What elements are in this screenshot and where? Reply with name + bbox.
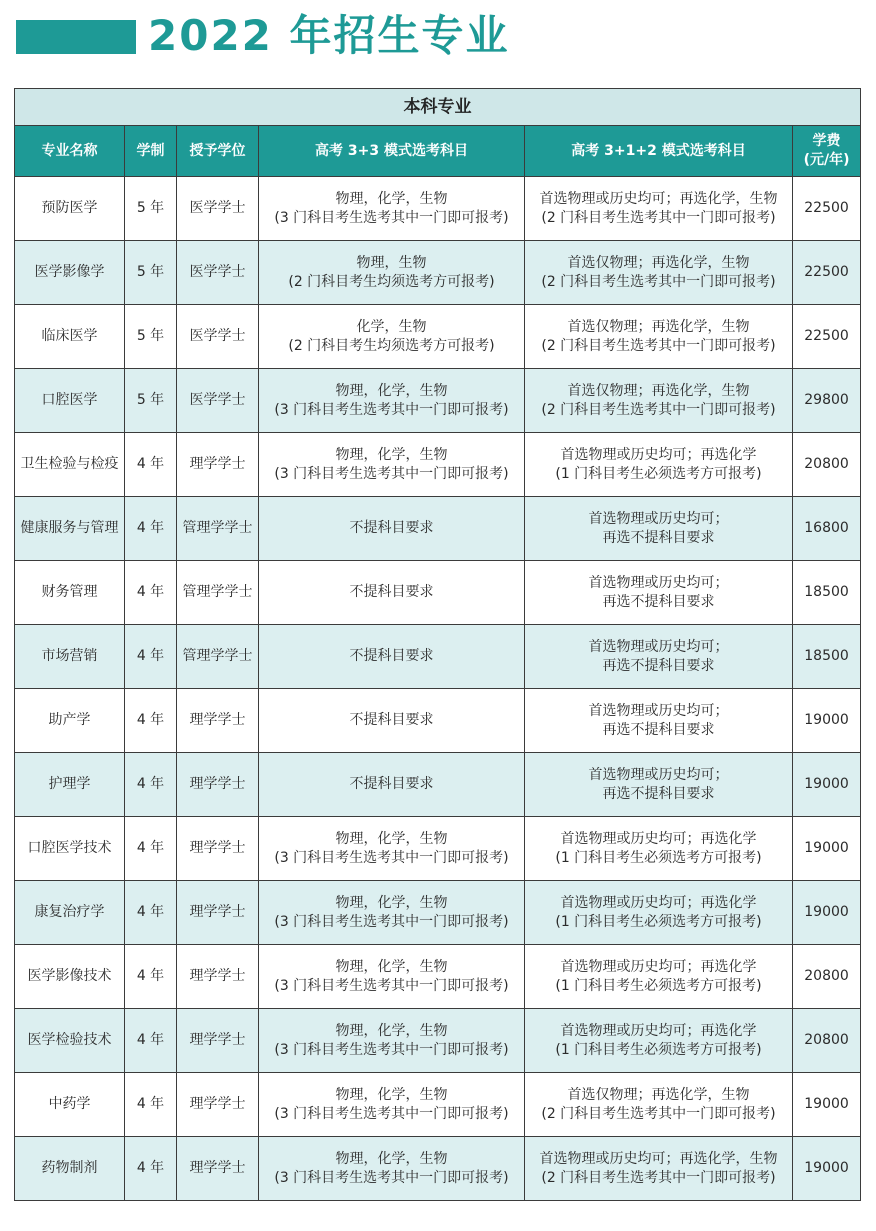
cell-mode-312-text: 首选物理或历史均可；再选化学 bbox=[560, 894, 757, 911]
cell-mode-312-text: 首选物理或历史均可；再选化学，生物 bbox=[539, 1150, 778, 1167]
cell-years-text: 5 年 bbox=[136, 264, 165, 280]
cell-degree-text: 理学学士 bbox=[189, 904, 246, 920]
cell-major-name-text: 中药学 bbox=[48, 1096, 91, 1112]
table-row bbox=[15, 177, 861, 241]
cell-degree-text: 理学学士 bbox=[189, 1160, 246, 1176]
cell-major-name bbox=[15, 817, 125, 881]
cell-mode-33-text: (3 门科目考生选考其中一门即可报考) bbox=[274, 1041, 509, 1058]
cell-years-text: 4 年 bbox=[136, 712, 165, 728]
cell-years bbox=[125, 241, 177, 305]
cell-mode-33 bbox=[259, 497, 525, 561]
cell-fee-text: 20800 bbox=[804, 968, 849, 984]
table-body bbox=[15, 177, 861, 1201]
cell-mode-312-text: (1 门科目考生必须选考方可报考) bbox=[555, 849, 762, 866]
cell-mode-33 bbox=[259, 1137, 525, 1201]
cell-mode-33-text: 物理，化学，生物 bbox=[335, 830, 448, 847]
cell-major-name bbox=[15, 689, 125, 753]
cell-fee bbox=[793, 945, 861, 1009]
cell-mode-33-text: 物理，化学，生物 bbox=[335, 382, 448, 399]
cell-mode-33-text: 物理，化学，生物 bbox=[335, 1086, 448, 1103]
cell-mode-312-text: (2 门科目考生选考其中一门即可报考) bbox=[541, 401, 776, 418]
cell-degree-text: 理学学士 bbox=[189, 712, 246, 728]
cell-degree bbox=[177, 177, 259, 241]
cell-degree-text: 理学学士 bbox=[189, 968, 246, 984]
table-row bbox=[15, 433, 861, 497]
cell-fee-text: 20800 bbox=[804, 1032, 849, 1048]
cell-years-text: 5 年 bbox=[136, 328, 165, 344]
cell-mode-312-text: 再选不提科目要求 bbox=[602, 785, 715, 802]
cell-years-text: 4 年 bbox=[136, 968, 165, 984]
cell-mode-33 bbox=[259, 305, 525, 369]
cell-mode-312-text: 首选物理或历史均可； bbox=[588, 574, 729, 591]
cell-mode-312-text: 首选物理或历史均可； bbox=[588, 510, 729, 527]
cell-years-text: 4 年 bbox=[136, 1096, 165, 1112]
cell-mode-312-text: 再选不提科目要求 bbox=[602, 721, 715, 738]
cell-mode-312 bbox=[525, 1073, 793, 1137]
table-row bbox=[15, 689, 861, 753]
cell-fee bbox=[793, 241, 861, 305]
cell-years-text: 4 年 bbox=[136, 840, 165, 856]
cell-degree bbox=[177, 241, 259, 305]
cell-mode-312-text: 再选不提科目要求 bbox=[602, 593, 715, 610]
cell-degree bbox=[177, 945, 259, 1009]
cell-fee bbox=[793, 625, 861, 689]
header-mode-33: 高考 3+3 模式选考科目 bbox=[259, 126, 525, 177]
cell-degree-text: 医学学士 bbox=[189, 264, 246, 280]
cell-mode-33-text: (3 门科目考生选考其中一门即可报考) bbox=[274, 1169, 509, 1186]
cell-degree-text: 医学学士 bbox=[189, 328, 246, 344]
cell-mode-312 bbox=[525, 241, 793, 305]
cell-fee bbox=[793, 753, 861, 817]
cell-major-name-text: 财务管理 bbox=[41, 584, 98, 600]
cell-mode-33-text: 物理，生物 bbox=[356, 254, 427, 271]
cell-mode-33 bbox=[259, 881, 525, 945]
cell-major-name bbox=[15, 561, 125, 625]
cell-degree bbox=[177, 1137, 259, 1201]
cell-degree bbox=[177, 1009, 259, 1073]
cell-years bbox=[125, 1009, 177, 1073]
cell-mode-33-text: (2 门科目考生均须选考方可报考) bbox=[288, 337, 495, 354]
cell-degree-text: 理学学士 bbox=[189, 1032, 246, 1048]
cell-degree bbox=[177, 497, 259, 561]
header-major-name: 专业名称 bbox=[15, 126, 125, 177]
cell-degree-text: 理学学士 bbox=[189, 840, 246, 856]
cell-years-text: 5 年 bbox=[136, 200, 165, 216]
cell-major-name-text: 药物制剂 bbox=[41, 1160, 98, 1176]
cell-mode-33-text: 不提科目要求 bbox=[349, 520, 434, 536]
cell-mode-312-text: 首选物理或历史均可； bbox=[588, 702, 729, 719]
cell-major-name-text: 医学影像学 bbox=[34, 264, 105, 280]
cell-fee bbox=[793, 817, 861, 881]
cell-mode-312 bbox=[525, 561, 793, 625]
cell-mode-312 bbox=[525, 625, 793, 689]
cell-mode-312 bbox=[525, 177, 793, 241]
cell-mode-33 bbox=[259, 241, 525, 305]
cell-major-name bbox=[15, 753, 125, 817]
cell-mode-312-text: 首选仅物理；再选化学，生物 bbox=[567, 254, 750, 271]
cell-fee-text: 19000 bbox=[804, 1160, 849, 1176]
cell-major-name-text: 医学影像技术 bbox=[27, 968, 112, 984]
cell-fee bbox=[793, 433, 861, 497]
cell-fee-text: 19000 bbox=[804, 776, 849, 792]
cell-fee bbox=[793, 1137, 861, 1201]
cell-fee bbox=[793, 305, 861, 369]
cell-major-name bbox=[15, 945, 125, 1009]
header-fee bbox=[793, 126, 861, 177]
cell-mode-312 bbox=[525, 817, 793, 881]
cell-years-text: 4 年 bbox=[136, 584, 165, 600]
cell-mode-312 bbox=[525, 945, 793, 1009]
cell-degree bbox=[177, 561, 259, 625]
cell-fee-text: 20800 bbox=[804, 456, 849, 472]
section-title: 本科专业 bbox=[15, 89, 861, 126]
cell-major-name bbox=[15, 1073, 125, 1137]
cell-fee-text: 19000 bbox=[804, 840, 849, 856]
cell-fee bbox=[793, 881, 861, 945]
cell-mode-312-text: 再选不提科目要求 bbox=[602, 529, 715, 546]
cell-years-text: 4 年 bbox=[136, 1032, 165, 1048]
cell-fee bbox=[793, 689, 861, 753]
cell-major-name bbox=[15, 1137, 125, 1201]
cell-fee-text: 22500 bbox=[804, 328, 849, 344]
cell-major-name bbox=[15, 369, 125, 433]
cell-mode-33-text: 不提科目要求 bbox=[349, 712, 434, 728]
cell-fee-text: 19000 bbox=[804, 712, 849, 728]
cell-fee-text: 16800 bbox=[804, 520, 849, 536]
cell-fee bbox=[793, 1073, 861, 1137]
cell-mode-33-text: 物理，化学，生物 bbox=[335, 1150, 448, 1167]
cell-major-name-text: 医学检验技术 bbox=[27, 1032, 112, 1048]
cell-mode-312-text: (2 门科目考生选考其中一门即可报考) bbox=[541, 337, 776, 354]
cell-mode-33-text: 化学，生物 bbox=[356, 318, 427, 335]
cell-degree-text: 管理学学士 bbox=[182, 584, 253, 600]
cell-major-name bbox=[15, 177, 125, 241]
majors-table bbox=[14, 88, 861, 1201]
cell-years bbox=[125, 1073, 177, 1137]
cell-mode-312-text: (2 门科目考生选考其中一门即可报考) bbox=[541, 273, 776, 290]
table-row bbox=[15, 817, 861, 881]
cell-years-text: 4 年 bbox=[136, 904, 165, 920]
table-row bbox=[15, 881, 861, 945]
cell-years-text: 4 年 bbox=[136, 648, 165, 664]
cell-major-name bbox=[15, 881, 125, 945]
table-row bbox=[15, 945, 861, 1009]
cell-years-text: 5 年 bbox=[136, 392, 165, 408]
cell-mode-312 bbox=[525, 497, 793, 561]
cell-mode-312-text: (2 门科目考生选考其中一门即可报考) bbox=[541, 1169, 776, 1186]
cell-mode-312-text: (1 门科目考生必须选考方可报考) bbox=[555, 977, 762, 994]
cell-years bbox=[125, 177, 177, 241]
cell-years-text: 4 年 bbox=[136, 776, 165, 792]
cell-mode-312-text: 首选物理或历史均可； bbox=[588, 638, 729, 655]
cell-mode-312-text: 再选不提科目要求 bbox=[602, 657, 715, 674]
header-fee-unit: (元/年) bbox=[803, 152, 850, 168]
cell-mode-312 bbox=[525, 1009, 793, 1073]
cell-fee bbox=[793, 497, 861, 561]
majors-table-wrapper bbox=[14, 88, 860, 1201]
cell-mode-312-text: (1 门科目考生必须选考方可报考) bbox=[555, 465, 762, 482]
cell-mode-312 bbox=[525, 1137, 793, 1201]
header-mode-312: 高考 3+1+2 模式选考科目 bbox=[525, 126, 793, 177]
cell-fee-text: 22500 bbox=[804, 200, 849, 216]
table-row bbox=[15, 1073, 861, 1137]
cell-degree-text: 理学学士 bbox=[189, 1096, 246, 1112]
cell-fee-text: 18500 bbox=[804, 648, 849, 664]
cell-mode-33 bbox=[259, 177, 525, 241]
page-title: 2022 年招生专业 bbox=[148, 11, 510, 60]
cell-degree bbox=[177, 625, 259, 689]
cell-degree-text: 管理学学士 bbox=[182, 520, 253, 536]
cell-mode-33-text: (3 门科目考生选考其中一门即可报考) bbox=[274, 401, 509, 418]
cell-years bbox=[125, 1137, 177, 1201]
cell-mode-312-text: 首选仅物理；再选化学，生物 bbox=[567, 1086, 750, 1103]
cell-mode-33 bbox=[259, 689, 525, 753]
cell-mode-312-text: 首选仅物理；再选化学，生物 bbox=[567, 318, 750, 335]
cell-mode-33-text: 不提科目要求 bbox=[349, 584, 434, 600]
table-row bbox=[15, 369, 861, 433]
cell-mode-33-text: 物理，化学，生物 bbox=[335, 446, 448, 463]
cell-mode-33 bbox=[259, 945, 525, 1009]
cell-fee bbox=[793, 177, 861, 241]
cell-degree bbox=[177, 433, 259, 497]
cell-mode-33-text: (3 门科目考生选考其中一门即可报考) bbox=[274, 209, 509, 226]
table-row bbox=[15, 241, 861, 305]
cell-years-text: 4 年 bbox=[136, 1160, 165, 1176]
title-accent-bar bbox=[16, 20, 136, 54]
cell-fee bbox=[793, 369, 861, 433]
cell-mode-33-text: (3 门科目考生选考其中一门即可报考) bbox=[274, 913, 509, 930]
cell-fee bbox=[793, 561, 861, 625]
cell-years bbox=[125, 305, 177, 369]
cell-major-name-text: 预防医学 bbox=[41, 200, 98, 216]
cell-mode-33-text: (2 门科目考生均须选考方可报考) bbox=[288, 273, 495, 290]
cell-mode-33 bbox=[259, 625, 525, 689]
cell-years bbox=[125, 817, 177, 881]
cell-fee-text: 29800 bbox=[804, 392, 849, 408]
cell-mode-312 bbox=[525, 305, 793, 369]
cell-mode-312-text: 首选物理或历史均可；再选化学 bbox=[560, 958, 757, 975]
cell-degree-text: 医学学士 bbox=[189, 200, 246, 216]
cell-mode-33 bbox=[259, 433, 525, 497]
cell-degree-text: 理学学士 bbox=[189, 776, 246, 792]
cell-years bbox=[125, 497, 177, 561]
cell-mode-33 bbox=[259, 561, 525, 625]
cell-mode-33-text: 物理，化学，生物 bbox=[335, 894, 448, 911]
cell-major-name bbox=[15, 305, 125, 369]
cell-major-name-text: 护理学 bbox=[48, 776, 91, 792]
cell-mode-33-text: (3 门科目考生选考其中一门即可报考) bbox=[274, 977, 509, 994]
cell-major-name-text: 健康服务与管理 bbox=[20, 520, 119, 536]
cell-mode-312-text: (1 门科目考生必须选考方可报考) bbox=[555, 1041, 762, 1058]
cell-mode-312-text: (1 门科目考生必须选考方可报考) bbox=[555, 913, 762, 930]
cell-major-name bbox=[15, 497, 125, 561]
cell-years-text: 4 年 bbox=[136, 456, 165, 472]
cell-mode-312 bbox=[525, 881, 793, 945]
cell-mode-312 bbox=[525, 369, 793, 433]
cell-mode-33-text: (3 门科目考生选考其中一门即可报考) bbox=[274, 1105, 509, 1122]
cell-major-name-text: 临床医学 bbox=[41, 328, 98, 344]
table-row bbox=[15, 497, 861, 561]
table-header-row bbox=[15, 126, 861, 177]
cell-degree bbox=[177, 305, 259, 369]
cell-major-name-text: 助产学 bbox=[48, 712, 91, 728]
cell-mode-33-text: 不提科目要求 bbox=[349, 776, 434, 792]
cell-major-name bbox=[15, 1009, 125, 1073]
cell-mode-312 bbox=[525, 689, 793, 753]
cell-mode-33 bbox=[259, 1009, 525, 1073]
cell-years-text: 4 年 bbox=[136, 520, 165, 536]
cell-mode-312-text: 首选仅物理；再选化学，生物 bbox=[567, 382, 750, 399]
cell-mode-312-text: (2 门科目考生选考其中一门即可报考) bbox=[541, 209, 776, 226]
cell-fee-text: 19000 bbox=[804, 904, 849, 920]
table-row bbox=[15, 1137, 861, 1201]
cell-mode-33-text: (3 门科目考生选考其中一门即可报考) bbox=[274, 465, 509, 482]
cell-degree bbox=[177, 369, 259, 433]
cell-major-name bbox=[15, 241, 125, 305]
cell-major-name-text: 康复治疗学 bbox=[34, 904, 105, 920]
cell-degree bbox=[177, 817, 259, 881]
cell-degree bbox=[177, 689, 259, 753]
cell-fee-text: 22500 bbox=[804, 264, 849, 280]
cell-years bbox=[125, 945, 177, 1009]
header-degree: 授予学位 bbox=[177, 126, 259, 177]
cell-mode-33 bbox=[259, 1073, 525, 1137]
cell-years bbox=[125, 881, 177, 945]
table-row bbox=[15, 305, 861, 369]
table-row bbox=[15, 625, 861, 689]
cell-mode-312-text: 首选物理或历史均可；再选化学 bbox=[560, 830, 757, 847]
cell-mode-33-text: 物理，化学，生物 bbox=[335, 958, 448, 975]
table-row bbox=[15, 561, 861, 625]
cell-mode-33 bbox=[259, 753, 525, 817]
cell-years bbox=[125, 561, 177, 625]
cell-years bbox=[125, 625, 177, 689]
table-row bbox=[15, 753, 861, 817]
cell-mode-312 bbox=[525, 753, 793, 817]
cell-mode-312-text: 首选物理或历史均可；再选化学，生物 bbox=[539, 190, 778, 207]
cell-mode-312-text: 首选物理或历史均可；再选化学 bbox=[560, 1022, 757, 1039]
cell-years bbox=[125, 433, 177, 497]
cell-major-name-text: 口腔医学技术 bbox=[27, 840, 112, 856]
cell-mode-33 bbox=[259, 369, 525, 433]
cell-years bbox=[125, 369, 177, 433]
cell-years bbox=[125, 689, 177, 753]
cell-degree-text: 医学学士 bbox=[189, 392, 246, 408]
cell-degree bbox=[177, 753, 259, 817]
cell-major-name-text: 卫生检验与检疫 bbox=[20, 456, 119, 472]
cell-degree-text: 管理学学士 bbox=[182, 648, 253, 664]
cell-degree bbox=[177, 881, 259, 945]
cell-fee-text: 19000 bbox=[804, 1096, 849, 1112]
cell-mode-33-text: (3 门科目考生选考其中一门即可报考) bbox=[274, 849, 509, 866]
cell-mode-33 bbox=[259, 817, 525, 881]
cell-mode-312-text: (2 门科目考生选考其中一门即可报考) bbox=[541, 1105, 776, 1122]
header-years: 学制 bbox=[125, 126, 177, 177]
cell-mode-33-text: 不提科目要求 bbox=[349, 648, 434, 664]
cell-degree-text: 理学学士 bbox=[189, 456, 246, 472]
table-row bbox=[15, 1009, 861, 1073]
cell-major-name-text: 口腔医学 bbox=[41, 392, 98, 408]
cell-years bbox=[125, 753, 177, 817]
cell-major-name bbox=[15, 433, 125, 497]
cell-mode-312-text: 首选物理或历史均可； bbox=[588, 766, 729, 783]
cell-mode-33-text: 物理，化学，生物 bbox=[335, 190, 448, 207]
cell-degree bbox=[177, 1073, 259, 1137]
cell-mode-312-text: 首选物理或历史均可；再选化学 bbox=[560, 446, 757, 463]
cell-mode-33-text: 物理，化学，生物 bbox=[335, 1022, 448, 1039]
cell-mode-312 bbox=[525, 433, 793, 497]
cell-fee-text: 18500 bbox=[804, 584, 849, 600]
cell-major-name-text: 市场营销 bbox=[41, 648, 98, 664]
cell-major-name bbox=[15, 625, 125, 689]
header-fee-label: 学费 bbox=[812, 133, 841, 149]
cell-fee bbox=[793, 1009, 861, 1073]
